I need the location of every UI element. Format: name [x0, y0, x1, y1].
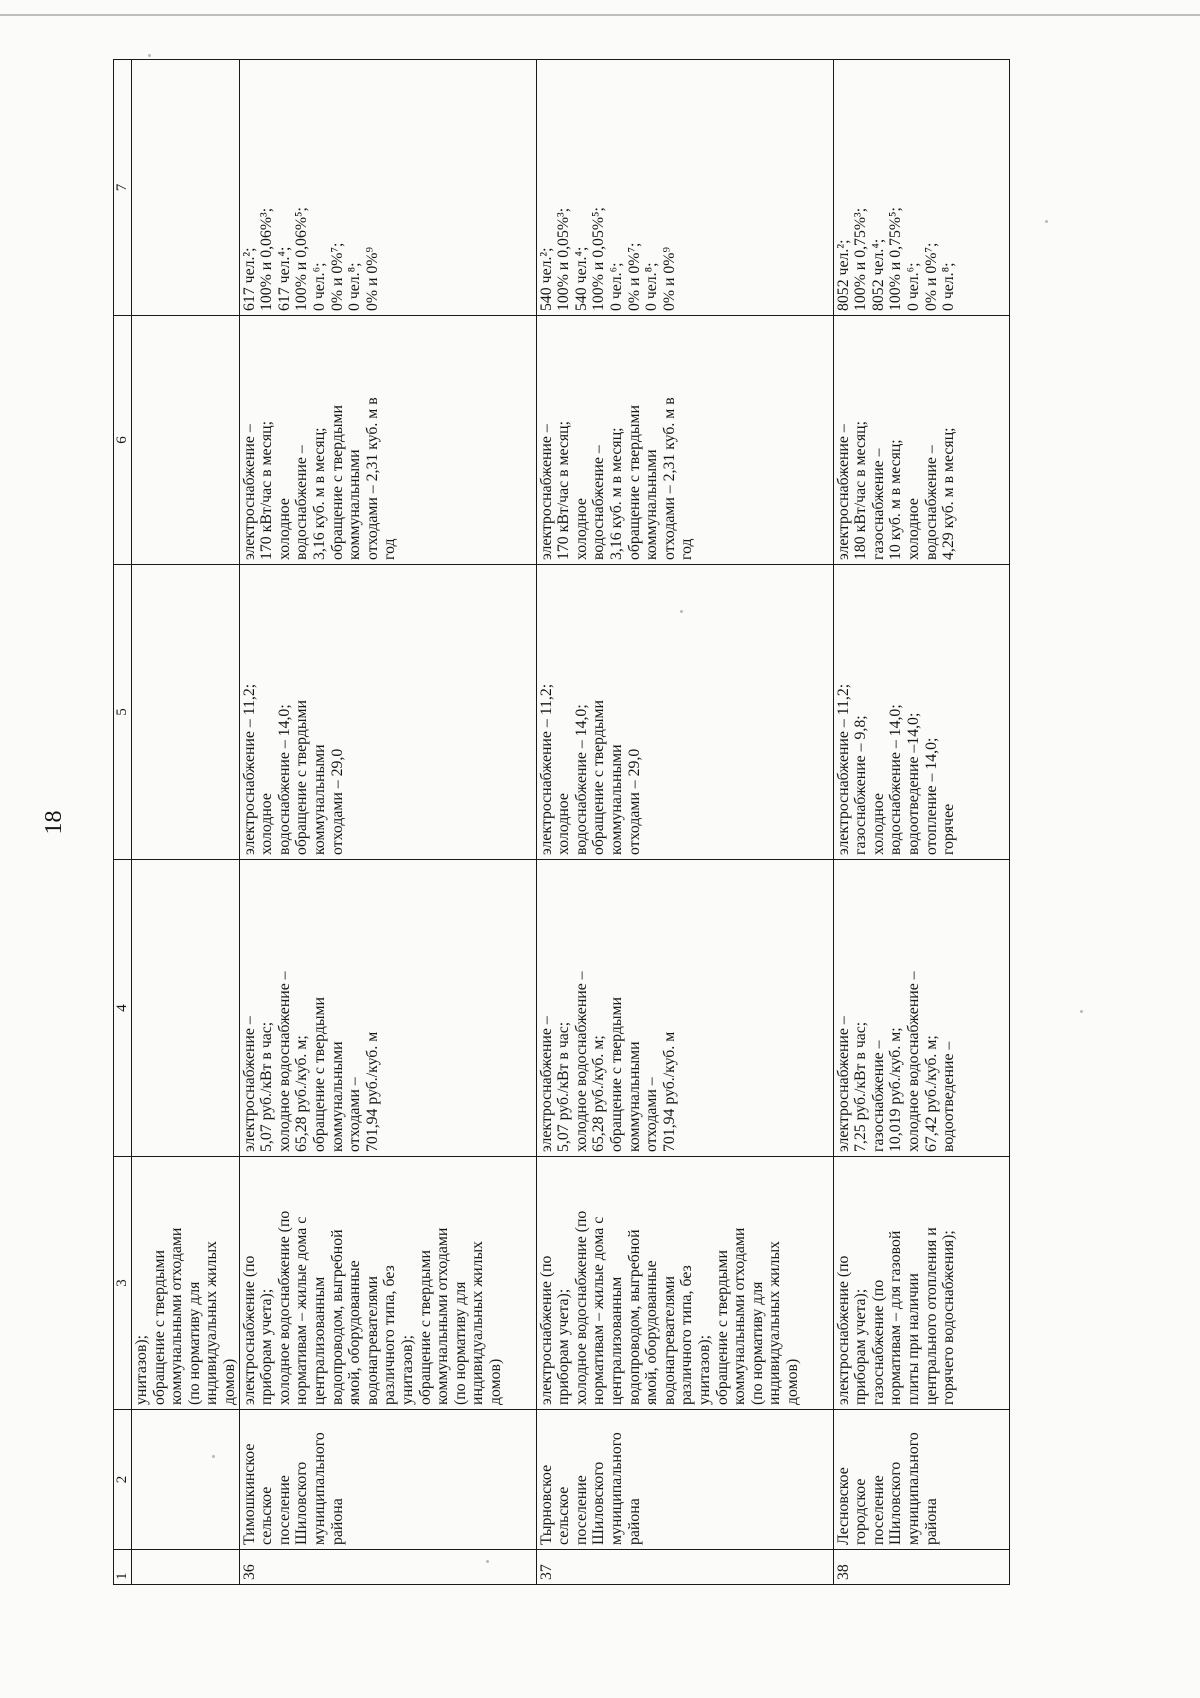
tariffs-line: отходами –: [643, 1077, 661, 1152]
volumes-line: 4,29 куб. м в месяц;: [940, 427, 958, 560]
services-line: электроснабжение (по: [834, 1255, 852, 1405]
services-line: (по нормативу для: [451, 1281, 469, 1405]
column-header-5: 5: [114, 565, 132, 860]
municipality-line: поселение: [572, 1475, 590, 1545]
services-line: приборам учета);: [555, 1288, 573, 1405]
services-line: индивидуальных жилых: [766, 1241, 784, 1405]
volumes-cell: [132, 316, 240, 565]
municipality-line: поселение: [275, 1475, 293, 1545]
population-line: 0 чел.⁸;: [346, 262, 364, 311]
services-line: (по нормативу для: [748, 1281, 766, 1405]
norms-line: холодное: [258, 793, 276, 855]
scan-edge-line: [0, 14, 1200, 16]
tariffs-line: электроснабжение –: [240, 1016, 258, 1152]
volumes-line: электроснабжение –: [834, 424, 852, 560]
volumes-line: холодное: [275, 498, 293, 560]
population-cell: [833, 60, 1009, 316]
tariffs-cell: [132, 860, 240, 1157]
services-line: индивидуальных жилых: [203, 1241, 221, 1405]
tariffs-line: 5,07 руб./кВт в час;: [555, 1021, 573, 1152]
services-line: коммунальными отходами: [168, 1227, 186, 1405]
tariffs-cell: [239, 860, 536, 1157]
municipality-cell: [833, 1410, 1009, 1550]
tariffs-line: электроснабжение –: [834, 1016, 852, 1152]
volumes-line: газоснабжение –: [869, 448, 887, 560]
services-line: обращение с твердыми: [150, 1250, 168, 1405]
population-line: 100% и 0,06%⁵;: [293, 207, 311, 311]
municipality-line: сельское: [258, 1486, 276, 1545]
population-line: 100% и 0,06%³;: [258, 207, 276, 311]
table-row: [536, 60, 833, 1585]
population-line: 100% и 0,75%⁵;: [887, 207, 905, 311]
municipality-line: Лесновское: [834, 1467, 852, 1545]
tariffs-line: водоотведение –: [940, 1041, 958, 1152]
population-line: 0 чел.⁶;: [607, 262, 625, 311]
volumes-line: отходами – 2,31 куб. м в: [660, 397, 678, 560]
population-line: 540 чел.⁴;: [572, 246, 590, 311]
page-number: 18: [41, 810, 67, 835]
population-line: 617 чел.²;: [240, 247, 258, 311]
volumes-line: электроснабжение –: [537, 424, 555, 560]
column-header-1: 1: [114, 1550, 132, 1585]
volumes-line: холодное: [904, 498, 922, 560]
services-line: (по нормативу для: [185, 1281, 203, 1405]
services-line: приборам учета);: [258, 1288, 276, 1405]
services-line: плиты при наличии: [904, 1273, 922, 1405]
tariffs-line: отходами –: [346, 1077, 364, 1152]
norms-cell: [132, 565, 240, 860]
services-line: коммунальными отходами: [731, 1227, 749, 1405]
volumes-cell: [239, 316, 536, 565]
services-cell: [239, 1157, 536, 1410]
services-line: холодное водоснабжение (по: [572, 1210, 590, 1405]
municipality-line: городское: [852, 1478, 870, 1545]
norms-line: коммунальными: [310, 744, 328, 855]
services-line: водопроводом, выгребной: [328, 1229, 346, 1405]
norms-line: холодное: [869, 793, 887, 855]
services-line: унитазов);: [398, 1334, 416, 1405]
tariffs-line: обращение с твердыми: [607, 997, 625, 1152]
population-cell: [239, 60, 536, 316]
norms-line: электроснабжение – 11,2;: [537, 683, 555, 855]
tariffs-line: газоснабжение –: [869, 1040, 887, 1152]
tariffs-cell: [536, 860, 833, 1157]
volumes-line: отходами – 2,31 куб. м в: [363, 397, 381, 560]
row-number-cell: 37: [536, 1550, 833, 1585]
tariffs-cell: [833, 860, 1009, 1157]
services-line: индивидуальных жилых: [469, 1241, 487, 1405]
column-header-7: 7: [114, 60, 132, 316]
norms-line: электроснабжение – 11,2;: [240, 683, 258, 855]
population-line: 0 чел.⁸;: [643, 262, 661, 311]
volumes-line: год: [381, 538, 399, 560]
number-cell: [132, 1550, 240, 1585]
municipality-line: Шиловского: [590, 1461, 608, 1545]
rotated-page-content: [41, 60, 965, 1585]
volumes-line: 170 кВт/час в месяц;: [555, 421, 573, 560]
tariffs-line: холодное водоснабжение –: [275, 971, 293, 1152]
services-line: горячего водоснабжения);: [940, 1230, 958, 1405]
municipality-line: Шиловского: [887, 1461, 905, 1545]
column-header-2: 2: [114, 1410, 132, 1550]
services-line: водонагревателями: [363, 1276, 381, 1405]
tariffs-line: 67,42 руб./куб. м;: [922, 1035, 940, 1152]
volumes-line: холодное: [572, 498, 590, 560]
population-cell: [536, 60, 833, 316]
norms-line: водоснабжение – 14,0;: [275, 704, 293, 855]
volumes-line: электроснабжение –: [240, 424, 258, 560]
services-line: приборам учета);: [852, 1288, 870, 1405]
volumes-cell: [833, 316, 1009, 565]
municipality-line: района: [328, 1498, 346, 1545]
tariffs-line: холодное водоснабжение –: [572, 971, 590, 1152]
services-line: электроснабжение (по: [240, 1255, 258, 1405]
table-row: [239, 60, 536, 1585]
municipality-cell: [132, 1410, 240, 1550]
scan-speck: [1045, 220, 1048, 223]
tariffs-line: электроснабжение –: [537, 1016, 555, 1152]
services-line: домов): [486, 1358, 504, 1405]
services-line: электроснабжение (по: [537, 1255, 555, 1405]
tariffs-line: 701,94 руб./куб. м: [660, 1031, 678, 1152]
population-line: 0 чел.⁸;: [940, 262, 958, 311]
volumes-line: 180 кВт/час в месяц;: [852, 421, 870, 560]
municipality-line: сельское: [555, 1486, 573, 1545]
services-cell: [833, 1157, 1009, 1410]
row-number-cell: 38: [833, 1550, 1009, 1585]
tariffs-line: 65,28 руб./куб. м;: [590, 1035, 608, 1152]
norms-line: водоснабжение – 14,0;: [887, 704, 905, 855]
norms-cell: [833, 565, 1009, 860]
municipality-line: муниципального: [310, 1432, 328, 1545]
population-line: 0 чел.⁶;: [904, 262, 922, 311]
services-line: холодное водоснабжение (по: [275, 1210, 293, 1405]
municipality-line: Шиловского: [293, 1461, 311, 1545]
norms-line: отходами – 29,0: [625, 748, 643, 855]
row-number-cell: 36: [239, 1550, 536, 1585]
volumes-line: водоснабжение –: [293, 445, 311, 560]
municipality-line: Тырновское: [537, 1464, 555, 1545]
municipality-cell: [239, 1410, 536, 1550]
column-number-row: [114, 60, 132, 1585]
services-line: домов): [220, 1358, 238, 1405]
continuation-row: [132, 60, 240, 1585]
volumes-line: коммунальными: [346, 449, 364, 560]
services-line: централизованным: [310, 1276, 328, 1405]
norms-line: холодное: [555, 793, 573, 855]
services-line: централизованным: [607, 1276, 625, 1405]
municipality-line: муниципального: [607, 1432, 625, 1545]
volumes-line: водоснабжение –: [590, 445, 608, 560]
column-header-6: 6: [114, 316, 132, 565]
norms-line: водоотведение –14,0;: [904, 712, 922, 855]
norms-line: обращение с твердыми: [590, 700, 608, 855]
population-line: 8052 чел.²;: [834, 239, 852, 311]
column-header-3: 3: [114, 1157, 132, 1410]
population-line: 540 чел.²;: [537, 247, 555, 311]
tariffs-line: коммунальными: [328, 1041, 346, 1152]
municipality-line: поселение: [869, 1475, 887, 1545]
volumes-line: 3,16 куб. м в месяц;: [310, 427, 328, 560]
services-line: унитазов);: [133, 1334, 150, 1405]
tariffs-line: 65,28 руб./куб. м;: [293, 1035, 311, 1152]
scan-speck: [1080, 1010, 1083, 1013]
volumes-line: 10 куб. м в месяц;: [887, 439, 905, 560]
municipality-line: муниципального: [904, 1432, 922, 1545]
services-line: обращение с твердыми: [713, 1250, 731, 1405]
norms-line: газоснабжение – 9,8;: [852, 715, 870, 855]
volumes-line: 170 кВт/час в месяц;: [258, 421, 276, 560]
population-line: 0% и 0%⁹: [660, 247, 678, 311]
services-line: нормативам – жилые дома с: [293, 1216, 311, 1405]
services-line: водопроводом, выгребной: [625, 1229, 643, 1405]
population-line: 0 чел.⁶;: [310, 262, 328, 311]
services-line: газоснабжение (по: [869, 1279, 887, 1405]
norms-line: отопление – 14,0;: [922, 737, 940, 855]
municipality-line: Тимошкинское: [240, 1443, 258, 1545]
norms-line: водоснабжение – 14,0;: [572, 704, 590, 855]
services-line: коммунальными отходами: [434, 1227, 452, 1405]
column-header-4: 4: [114, 860, 132, 1157]
population-line: 100% и 0,05%³;: [555, 207, 573, 311]
norms-cell: [239, 565, 536, 860]
services-line: различного типа, без: [381, 1265, 399, 1405]
tariffs-line: 5,07 руб./кВт в час;: [258, 1021, 276, 1152]
population-cell: [132, 60, 240, 316]
services-table: [113, 59, 1010, 1585]
volumes-line: 3,16 куб. м в месяц;: [607, 427, 625, 560]
population-line: 0% и 0%⁷;: [328, 242, 346, 311]
tariffs-line: 7,25 руб./кВт в час;: [852, 1021, 870, 1152]
norms-cell: [536, 565, 833, 860]
services-line: нормативам – для газовой: [887, 1230, 905, 1405]
norms-line: отходами – 29,0: [328, 748, 346, 855]
table-row: [833, 60, 1009, 1585]
municipality-cell: [536, 1410, 833, 1550]
tariffs-line: коммунальными: [625, 1041, 643, 1152]
services-line: унитазов);: [695, 1334, 713, 1405]
services-line: домов): [783, 1358, 801, 1405]
scan-speck: [148, 54, 151, 57]
services-line: центрального отопления и: [922, 1227, 940, 1405]
services-line: ямой, оборудованные: [346, 1260, 364, 1405]
population-line: 100% и 0,05%⁵;: [590, 207, 608, 311]
volumes-cell: [536, 316, 833, 565]
tariffs-line: 701,94 руб./куб. м: [363, 1031, 381, 1152]
volumes-line: год: [678, 538, 696, 560]
volumes-line: коммунальными: [643, 449, 661, 560]
population-line: 617 чел.⁴;: [275, 246, 293, 311]
services-cell: [536, 1157, 833, 1410]
services-line: ямой, оборудованные: [643, 1260, 661, 1405]
tariffs-line: холодное водоснабжение –: [904, 971, 922, 1152]
norms-line: коммунальными: [607, 744, 625, 855]
services-line: водонагревателями: [660, 1276, 678, 1405]
norms-line: горячее: [940, 803, 958, 855]
population-line: 100% и 0,75%³;: [852, 207, 870, 311]
norms-line: обращение с твердыми: [293, 700, 311, 855]
volumes-line: обращение с твердыми: [625, 405, 643, 560]
volumes-line: обращение с твердыми: [328, 405, 346, 560]
norms-line: электроснабжение – 11,2;: [834, 683, 852, 855]
tariffs-line: 10,019 руб./куб. м;: [887, 1027, 905, 1152]
volumes-line: водоснабжение –: [922, 445, 940, 560]
population-line: 8052 чел.⁴;: [869, 238, 887, 311]
population-line: 0% и 0%⁷;: [922, 242, 940, 311]
services-cell: [132, 1157, 240, 1410]
services-line: различного типа, без: [678, 1265, 696, 1405]
services-line: нормативам – жилые дома с: [590, 1216, 608, 1405]
municipality-line: района: [922, 1498, 940, 1545]
population-line: 0% и 0%⁷;: [625, 242, 643, 311]
services-line: обращение с твердыми: [416, 1250, 434, 1405]
municipality-line: района: [625, 1498, 643, 1545]
population-line: 0% и 0%⁹: [363, 247, 381, 311]
tariffs-line: обращение с твердыми: [310, 997, 328, 1152]
